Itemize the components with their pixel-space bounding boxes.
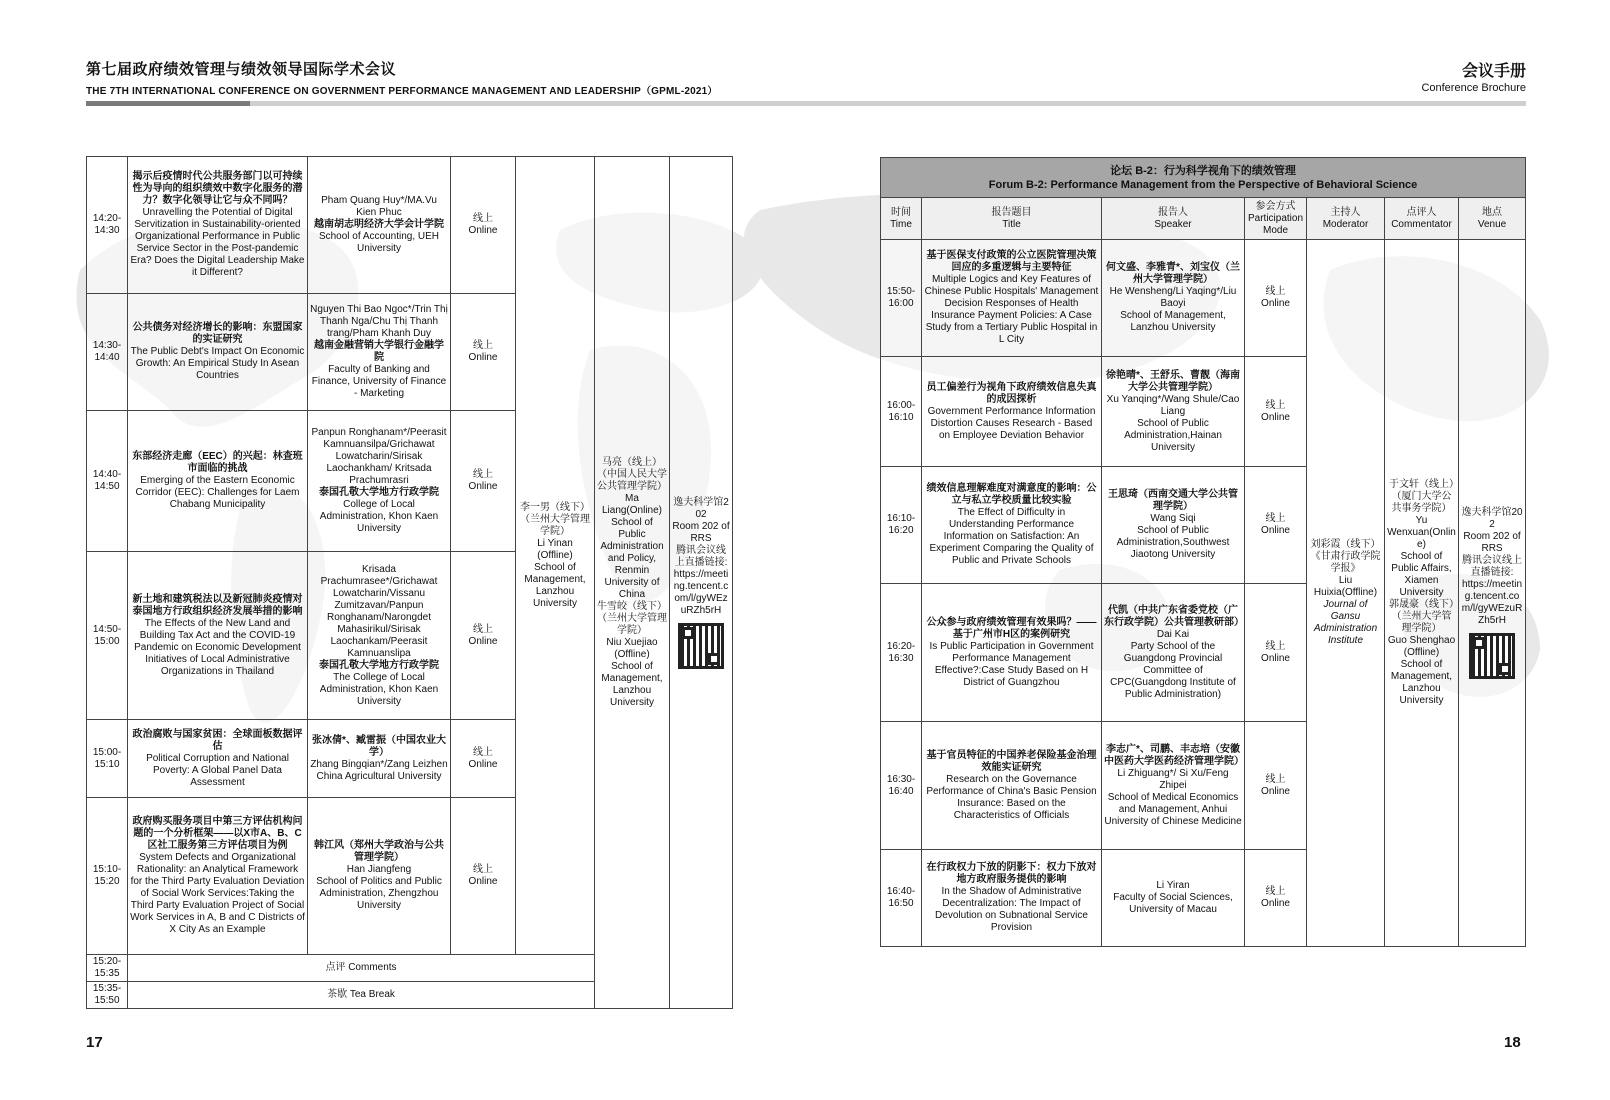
- venue-text: 逸夫科学馆202 Room 202 of RRS 腾讯会议线上直播链接: https://meeting.tencent.com/l/gyWEzuRZh5rH: [1461, 507, 1523, 626]
- moderator-journal: Journal of Gansu Administration Institute: [1313, 599, 1378, 646]
- mode-en: Online: [468, 635, 498, 647]
- talk-title-cn: 揭示后疫情时代公共服务部门以可持续性为导向的组织绩效中数字化服务的潜力？数字化领导让它与众不同吗？: [132, 171, 303, 206]
- talk-title-en: The Effect of Difficulty in Understanding Performance Information on Satisfaction: An Experiment Comparing the Quality of Public and Private Schools: [929, 507, 1094, 566]
- moderator-cn: 刘彩霞（线下）《甘肃行政学院学报》: [1310, 539, 1381, 574]
- talk-title-cn: 新土地和建筑税法以及新冠肺炎疫情对泰国地方行政组织经济发展举措的影响: [132, 593, 303, 617]
- talk-title: [922, 240, 1102, 357]
- talk-title: [922, 584, 1102, 722]
- speaker-affiliation-en: Han Jiangfeng School of Politics and Public Administration, Zhengzhou University: [316, 864, 442, 911]
- mode-cell: [451, 798, 516, 955]
- mode-cell: [1245, 722, 1307, 850]
- page-number-left: 17: [86, 1034, 103, 1051]
- speaker-cn: 代凯（中共广东省委党校（广东行政学院）公共管理教研部）: [1104, 604, 1244, 628]
- speaker-cell: [1102, 357, 1245, 467]
- speaker-affiliation-cn: 张冰倩*、臧雷振（中国农业大学）: [312, 734, 446, 758]
- venue-cell: [1459, 240, 1526, 947]
- mode-cn: 线上: [1265, 886, 1286, 897]
- time-cell: 14:20- 14:30: [87, 157, 128, 294]
- mode-cell: [1245, 467, 1307, 584]
- venue-cell: [670, 157, 733, 1009]
- speaker-names: Nguyen Thi Bao Ngoc*/Trin Thị Thanh Nga/Chu Thị Thanh trang/Pham Khanh Duy: [310, 304, 448, 339]
- speaker-cell: [308, 294, 451, 411]
- talk-title: [128, 157, 308, 294]
- talk-title-en: In the Shadow of Administrative Decentralization: The Impact of Devolution on Subnational Service Provision: [935, 886, 1088, 933]
- talk-title: [922, 722, 1102, 850]
- tea-break-label: 茶歇 Tea Break: [128, 982, 595, 1009]
- speaker-names: Panpun Ronghanam*/Peerasit Kamnuansilpa/Grichawat Lowatcharin/Sirisak Laochankham/ Kritsada Prachumrasri: [311, 427, 447, 486]
- col-header-venue: 地点 Venue: [1459, 198, 1526, 240]
- col-header-mode: 参会方式 Participation Mode: [1245, 198, 1307, 240]
- mode-cn: 线上: [1265, 399, 1286, 411]
- talk-title-en: Multiple Logics and Key Features of Chinese Public Hospitals' Management Decision Responses of Health Insurance Payment Policies: A Case Study from a Tertiary Public Hospital in L City: [924, 274, 1099, 345]
- talk-title-en: System Defects and Organizational Rationality: an Analytical Framework for the Third Party Evaluation Deviation of Social Work Services:Taking the Third Party Evaluation Project of Social Work Services in A, B and C Districts of X City As an Example: [130, 852, 305, 935]
- speaker-en: Dai Kai Party School of the Guangdong Provincial Committee of CPC(Guangdong Institute of Public Administration): [1110, 628, 1236, 700]
- mode-cn: 线上: [473, 746, 493, 758]
- mode-en: Online: [1261, 298, 1290, 309]
- time-cell: 15:50- 16:00: [881, 240, 922, 357]
- talk-title-cn: 公众参与政府绩效管理有效果吗？——基于广州市H区的案例研究: [926, 616, 1097, 640]
- speaker-cn: 徐艳晴*、王舒乐、曹靓（海南大学公共管理学院）: [1106, 369, 1240, 393]
- talk-title-en: Unravelling the Potential of Digital Servitization in Sustainability-oriented Organizational Performance in Public Service Sector in the Post-pandemic Era? Does the Digital Leadership Make it Different?: [130, 207, 305, 278]
- conference-title-en: THE 7TH INTERNATIONAL CONFERENCE ON GOVERNMENT PERFORMANCE MANAGEMENT AND LEADERSHIP（GPML-2021）: [86, 86, 718, 97]
- brochure-title-cn: 会议手册: [1461, 63, 1526, 80]
- speaker-names: Pham Quang Huy*/MA.Vu Kien Phuc: [321, 195, 437, 218]
- mode-cell: [1245, 357, 1307, 467]
- talk-title-cn: 东部经济走廊（EEC）的兴起：林查班市面临的挑战: [132, 451, 303, 474]
- page-number-right: 18: [1504, 1034, 1521, 1051]
- speaker-en: Li Zhiguang*/ Si Xu/Feng Zhipei School of Medical Economics and Management, Anhui University of Chinese Medicine: [1104, 767, 1242, 827]
- speaker-cell: [1102, 722, 1245, 850]
- mode-cn: 线上: [1265, 773, 1286, 785]
- speaker-affiliation-cn: 泰国孔敬大学地方行政学院: [319, 487, 439, 498]
- talk-title: [128, 552, 308, 720]
- talk-title-cn: 在行政权力下放的阴影下：权力下放对地方政府服务提供的影响: [926, 862, 1097, 885]
- qr-code-icon: [678, 623, 724, 669]
- mode-cell: [1245, 584, 1307, 722]
- table-row: [881, 240, 1526, 357]
- speaker-cn: 王思琦（西南交通大学公共管理学院）: [1108, 489, 1238, 512]
- forum-title-cn: 论坛 B-2：行为科学视角下的绩效管理: [1110, 164, 1296, 177]
- col-header-title: 报告题目 Title: [922, 198, 1102, 240]
- mode-en: Online: [1261, 652, 1290, 664]
- left-schedule-table: [86, 156, 733, 1009]
- forum-title-en: Forum B-2: Performance Management from the Perspective of Behavioral Science: [988, 178, 1418, 191]
- mode-cn: 线上: [473, 864, 493, 875]
- speaker-affiliation-cn: 泰国孔敬大学地方行政学院: [319, 659, 439, 671]
- mode-cell: [451, 157, 516, 294]
- page-header: [86, 58, 1526, 118]
- speaker-cn: 何文盛、李雅青*、刘宝仪（兰州大学管理学院）: [1106, 262, 1240, 285]
- speaker-affiliation-cn: 韩江风（郑州大学政治与公共管理学院）: [314, 840, 444, 863]
- speaker-affiliation-en: Faculty of Banking and Finance, University of Finance - Marketing: [311, 364, 447, 399]
- mode-cn: 线上: [473, 623, 493, 635]
- speaker-cell: [1102, 584, 1245, 722]
- talk-title-en: Emerging of the Eastern Economic Corridor (EEC): Challenges for Laem Chabang Municipality: [135, 475, 300, 510]
- speaker-cell: [308, 798, 451, 955]
- time-cell: 16:30- 16:40: [881, 722, 922, 850]
- commentator-cell: 马亮（线上）（中国人民大学公共管理学院） Ma Liang(Online) School of Public Administration and Policy, Renmin University of China 牛雪皎（线下）（兰州大学管理学院） Niu Xuejiao (Offline) School of Management, Lanzhou University: [595, 157, 670, 1009]
- qr-code-icon: [1469, 633, 1515, 679]
- talk-title-en: Is Public Participation in Government Performance Management Effective?:Case Study Based on H District of Guangzhou: [929, 640, 1094, 688]
- talk-title: [922, 850, 1102, 947]
- speaker-en: Li Yiran Faculty of Social Sciences, University of Macau: [1113, 880, 1233, 915]
- speaker-affiliation-en: The College of Local Administration, Khon Kaen University: [319, 671, 439, 707]
- speaker-en: Wang Siqi School of Public Administration,Southwest Jiaotong University: [1116, 513, 1230, 560]
- speaker-cell: [308, 720, 451, 798]
- talk-title-cn: 基于官员特征的中国养老保险基金治理效能实证研究: [926, 749, 1097, 773]
- time-cell: 14:50- 15:00: [87, 552, 128, 720]
- talk-title-cn: 公共债务对经济增长的影响：东盟国家的实证研究: [132, 322, 303, 345]
- speaker-cell: [308, 157, 451, 294]
- talk-title: [128, 294, 308, 411]
- table-row: [87, 157, 733, 294]
- talk-title-en: The Public Debt's Impact On Economic Growth: An Empirical Study In Asean Countries: [130, 346, 305, 381]
- mode-en: Online: [1261, 525, 1290, 536]
- header-rule-accent: [86, 101, 250, 106]
- talk-title-cn: 政治腐败与国家贫困：全球面板数据评估: [132, 728, 303, 752]
- speaker-cell: [308, 411, 451, 552]
- moderator-cell: [1307, 240, 1385, 947]
- speaker-affiliation-cn: 越南胡志明经济大学会计学院: [314, 219, 444, 230]
- time-cell: 15:10- 15:20: [87, 798, 128, 955]
- time-cell: 16:20- 16:30: [881, 584, 922, 722]
- talk-title-cn: 基于医保支付政策的公立医院管理决策回应的多重逻辑与主要特征: [926, 250, 1097, 273]
- speaker-names: Krisada Prachumrasee*/Grichawat Lowatcharin/Vissanu Zumitzavan/Panpun Ronghanam/Narongdet Mahasirikul/Sirisak Laochankam/Peerasit Kamnuanslipa: [320, 563, 438, 659]
- forum-header-row: [881, 158, 1526, 198]
- mode-en: Online: [468, 758, 498, 770]
- column-header-row: [881, 198, 1526, 240]
- mode-cell: [451, 552, 516, 720]
- time-cell: 15:35- 15:50: [87, 982, 128, 1009]
- time-cell: 15:20- 15:35: [87, 955, 128, 982]
- talk-title: [922, 467, 1102, 584]
- mode-en: Online: [468, 225, 498, 236]
- speaker-affiliation-en: College of Local Administration, Khon Kaen University: [319, 499, 439, 534]
- time-cell: 14:40- 14:50: [87, 411, 128, 552]
- mode-en: Online: [468, 481, 498, 492]
- mode-en: Online: [468, 876, 498, 887]
- speaker-cell: [1102, 467, 1245, 584]
- time-cell: 16:40- 16:50: [881, 850, 922, 947]
- commentator-cell: 于文轩（线上）（厦门大学公共事务学院） Yu Wenxuan(Online) School of Public Affairs, Xiamen University 郭晟豪（线下）（兰州大学管理学院） Guo Shenghao (Offline) School of Management, Lanzhou University: [1385, 240, 1459, 947]
- mode-cn: 线上: [473, 213, 493, 224]
- mode-cell: [451, 294, 516, 411]
- talk-title-en: The Effects of the New Land and Building Tax Act and the COVID-19 Pandemic on Economic Development Initiatives of Local Administrative Organizations in Thailand: [134, 617, 301, 677]
- mode-cell: [1245, 850, 1307, 947]
- talk-title: [922, 357, 1102, 467]
- brochure-title-en: Conference Brochure: [1421, 82, 1526, 94]
- mode-cn: 线上: [1265, 286, 1286, 297]
- mode-cell: [451, 411, 516, 552]
- talk-title-en: Political Corruption and National Poverty: A Global Panel Data Assessment: [146, 752, 289, 788]
- speaker-cell: [1102, 850, 1245, 947]
- venue-text: 逸夫科学馆202 Room 202 of RRS 腾讯会议线上直播链接: https://meeting.tencent.com/l/gyWEzuRZh5rH: [672, 496, 730, 616]
- talk-title-cn: 绩效信息理解难度对满意度的影响：公立与私立学校质量比较实验: [926, 483, 1097, 506]
- header-rule: [250, 101, 1526, 106]
- col-header-speaker: 报告人 Speaker: [1102, 198, 1245, 240]
- speaker-affiliation-en: School of Accounting, UEH University: [318, 231, 440, 254]
- time-cell: 16:10- 16:20: [881, 467, 922, 584]
- moderator-en: Liu Huixia(Offline): [1313, 575, 1378, 598]
- mode-en: Online: [1261, 411, 1290, 423]
- col-header-moderator: 主持人 Moderator: [1307, 198, 1385, 240]
- speaker-cn: 李志广*、司鹏、丰志培（安徽中医药大学医药经济管理学院）: [1104, 743, 1244, 767]
- col-header-time: 时间 Time: [881, 198, 922, 240]
- mode-cn: 线上: [1265, 513, 1286, 524]
- conference-title-cn: 第七届政府绩效管理与绩效领导国际学术会议: [86, 61, 397, 78]
- right-schedule-table: [880, 157, 1526, 947]
- speaker-en: Xu Yanqing*/Wang Shule/Cao Liang School of Public Administration,Hainan University: [1106, 393, 1240, 453]
- speaker-affiliation-cn: 越南金融营销大学银行金融学院: [314, 340, 444, 363]
- talk-title-en: Government Performance Information Distortion Causes Research - Based on Employee Deviation Behavior: [927, 405, 1096, 441]
- talk-title-cn: 政府购买服务项目中第三方评估机构问题的一个分析框架——以X市A、B、C区社工服务第三方评估项目为例: [132, 816, 303, 851]
- speaker-cell: [308, 552, 451, 720]
- speaker-cell: [1102, 240, 1245, 357]
- time-cell: 15:00- 15:10: [87, 720, 128, 798]
- moderator-cell: 李一男（线下）（兰州大学管理学院） Li Yinan (Offline) School of Management, Lanzhou University: [516, 157, 595, 955]
- comments-label: 点评 Comments: [128, 955, 595, 982]
- time-cell: 14:30- 14:40: [87, 294, 128, 411]
- mode-cell: [1245, 240, 1307, 357]
- talk-title: [128, 720, 308, 798]
- mode-cn: 线上: [473, 469, 493, 480]
- mode-cell: [451, 720, 516, 798]
- mode-cn: 线上: [1265, 640, 1286, 652]
- speaker-affiliation-en: Zhang Bingqian*/Zang Leizhen China Agricultural University: [310, 758, 448, 782]
- talk-title: [128, 411, 308, 552]
- talk-title-cn: 员工偏差行为视角下政府绩效信息失真的成因探析: [926, 381, 1097, 405]
- mode-en: Online: [1261, 898, 1290, 909]
- mode-en: Online: [1261, 785, 1290, 797]
- time-cell: 16:00- 16:10: [881, 357, 922, 467]
- mode-en: Online: [468, 352, 498, 363]
- mode-cn: 线上: [473, 340, 493, 351]
- forum-title: [881, 158, 1526, 198]
- talk-title-en: Research on the Governance Performance of China's Basic Pension Insurance: Based on the Characteristics of Officials: [926, 773, 1097, 821]
- col-header-commentator: 点评人 Commentator: [1385, 198, 1459, 240]
- speaker-en: He Wensheng/Li Yaqing*/Liu Baoyi School of Management, Lanzhou University: [1109, 286, 1237, 333]
- talk-title: [128, 798, 308, 955]
